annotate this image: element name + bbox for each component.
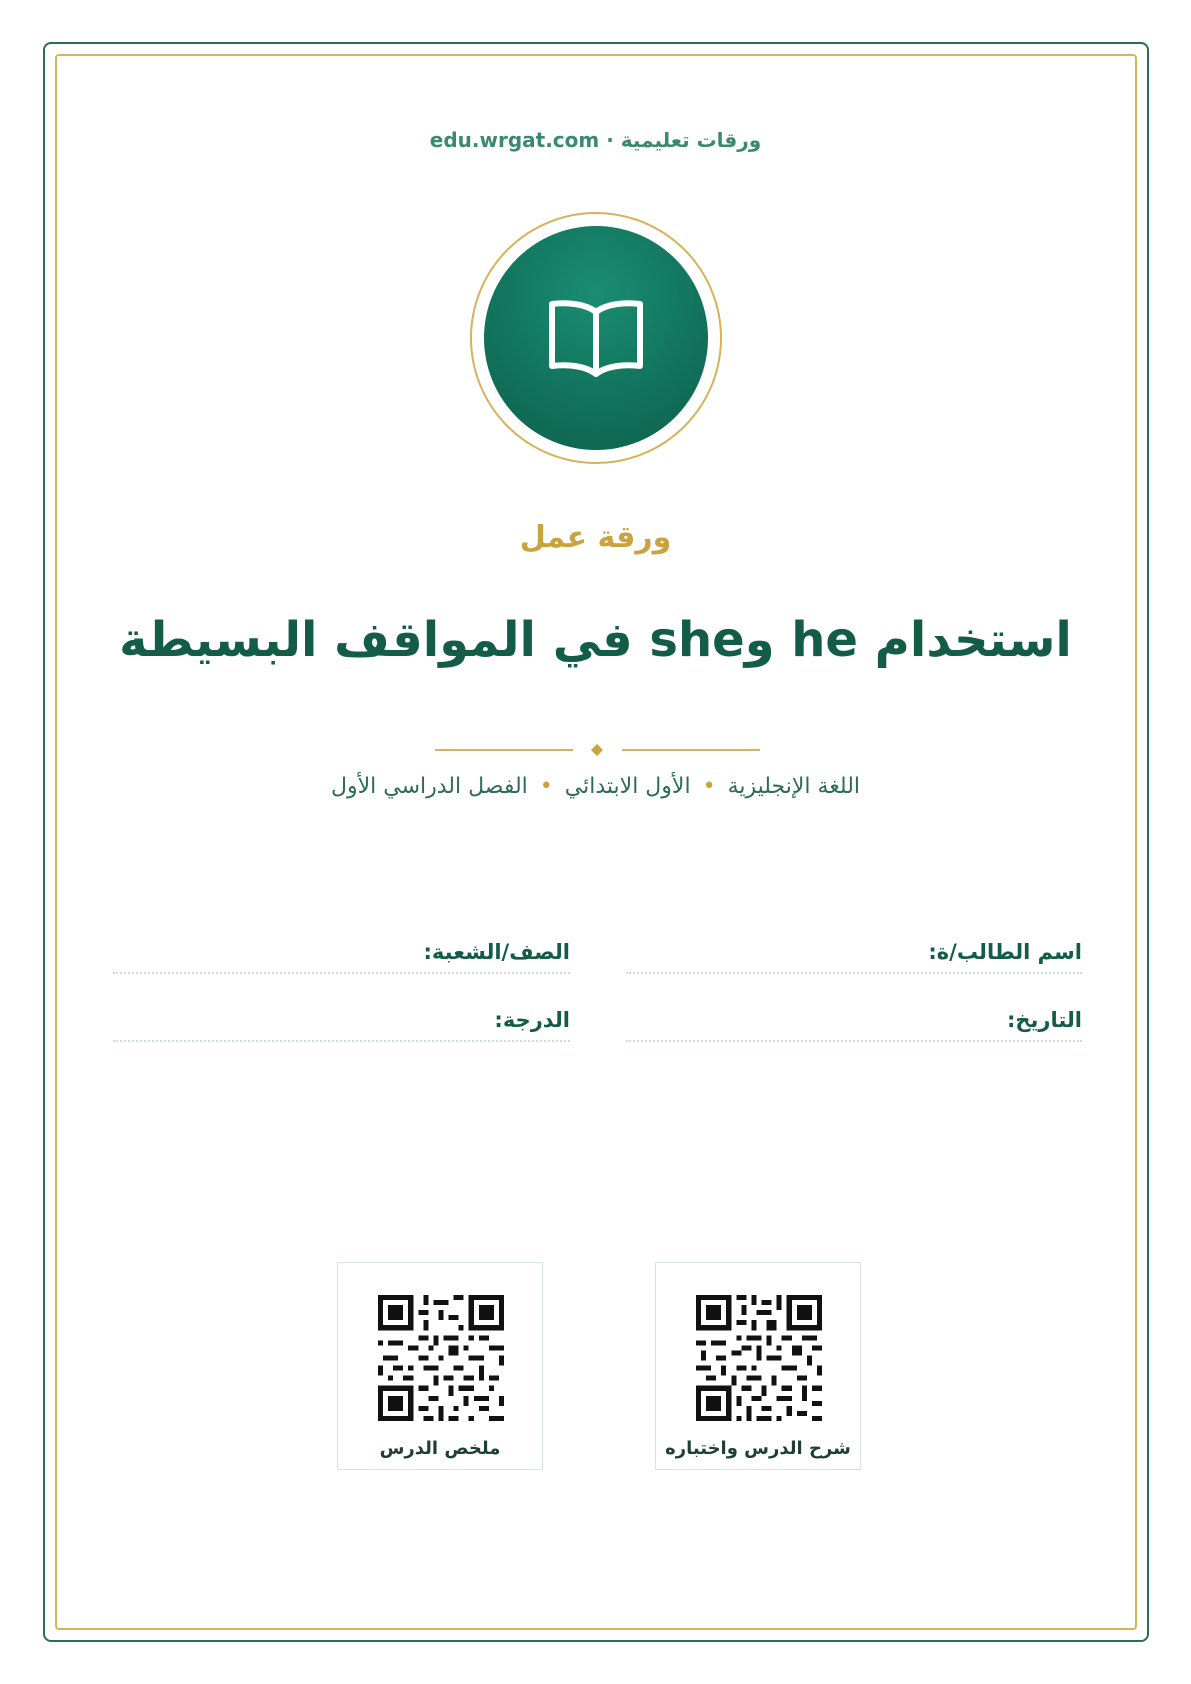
grade-label: الدرجة: (494, 1008, 570, 1032)
site-line: ورقات تعليمية · edu.wrgat.com (429, 128, 762, 152)
class-section-label: الصف/الشعبة: (423, 940, 570, 964)
worksheet-meta (0, 774, 1191, 799)
date-label: التاريخ: (1006, 1008, 1082, 1032)
grade-field[interactable] (113, 998, 570, 1042)
page-title: استخدام he وshe في المواقف البسيطة (119, 612, 1072, 668)
qr-label-lesson-summary: ملخص الدرس (379, 1438, 501, 1459)
student-name-label: اسم الطالب/ة: (928, 940, 1082, 964)
qr-code-icon (378, 1295, 504, 1421)
meta-subject: اللغة الإنجليزية (727, 774, 861, 799)
class-section-field[interactable] (113, 930, 570, 974)
open-book-icon (546, 296, 646, 380)
worksheet-kicker: ورقة عمل (519, 520, 672, 555)
emblem (484, 226, 708, 450)
student-name-field[interactable] (626, 930, 1082, 974)
meta-separator: • (702, 774, 716, 799)
qr-code-icon (696, 1295, 822, 1421)
meta-separator: • (539, 774, 553, 799)
qr-label-lesson-explanation: شرح الدرس واختباره (665, 1438, 851, 1459)
qr-card-lesson-explanation[interactable] (655, 1262, 861, 1470)
title-divider (435, 740, 760, 760)
date-field[interactable] (626, 998, 1082, 1042)
qr-card-lesson-summary[interactable] (337, 1262, 543, 1470)
meta-grade: الأول الابتدائي (564, 774, 691, 799)
meta-term: الفصل الدراسي الأول (330, 774, 528, 799)
